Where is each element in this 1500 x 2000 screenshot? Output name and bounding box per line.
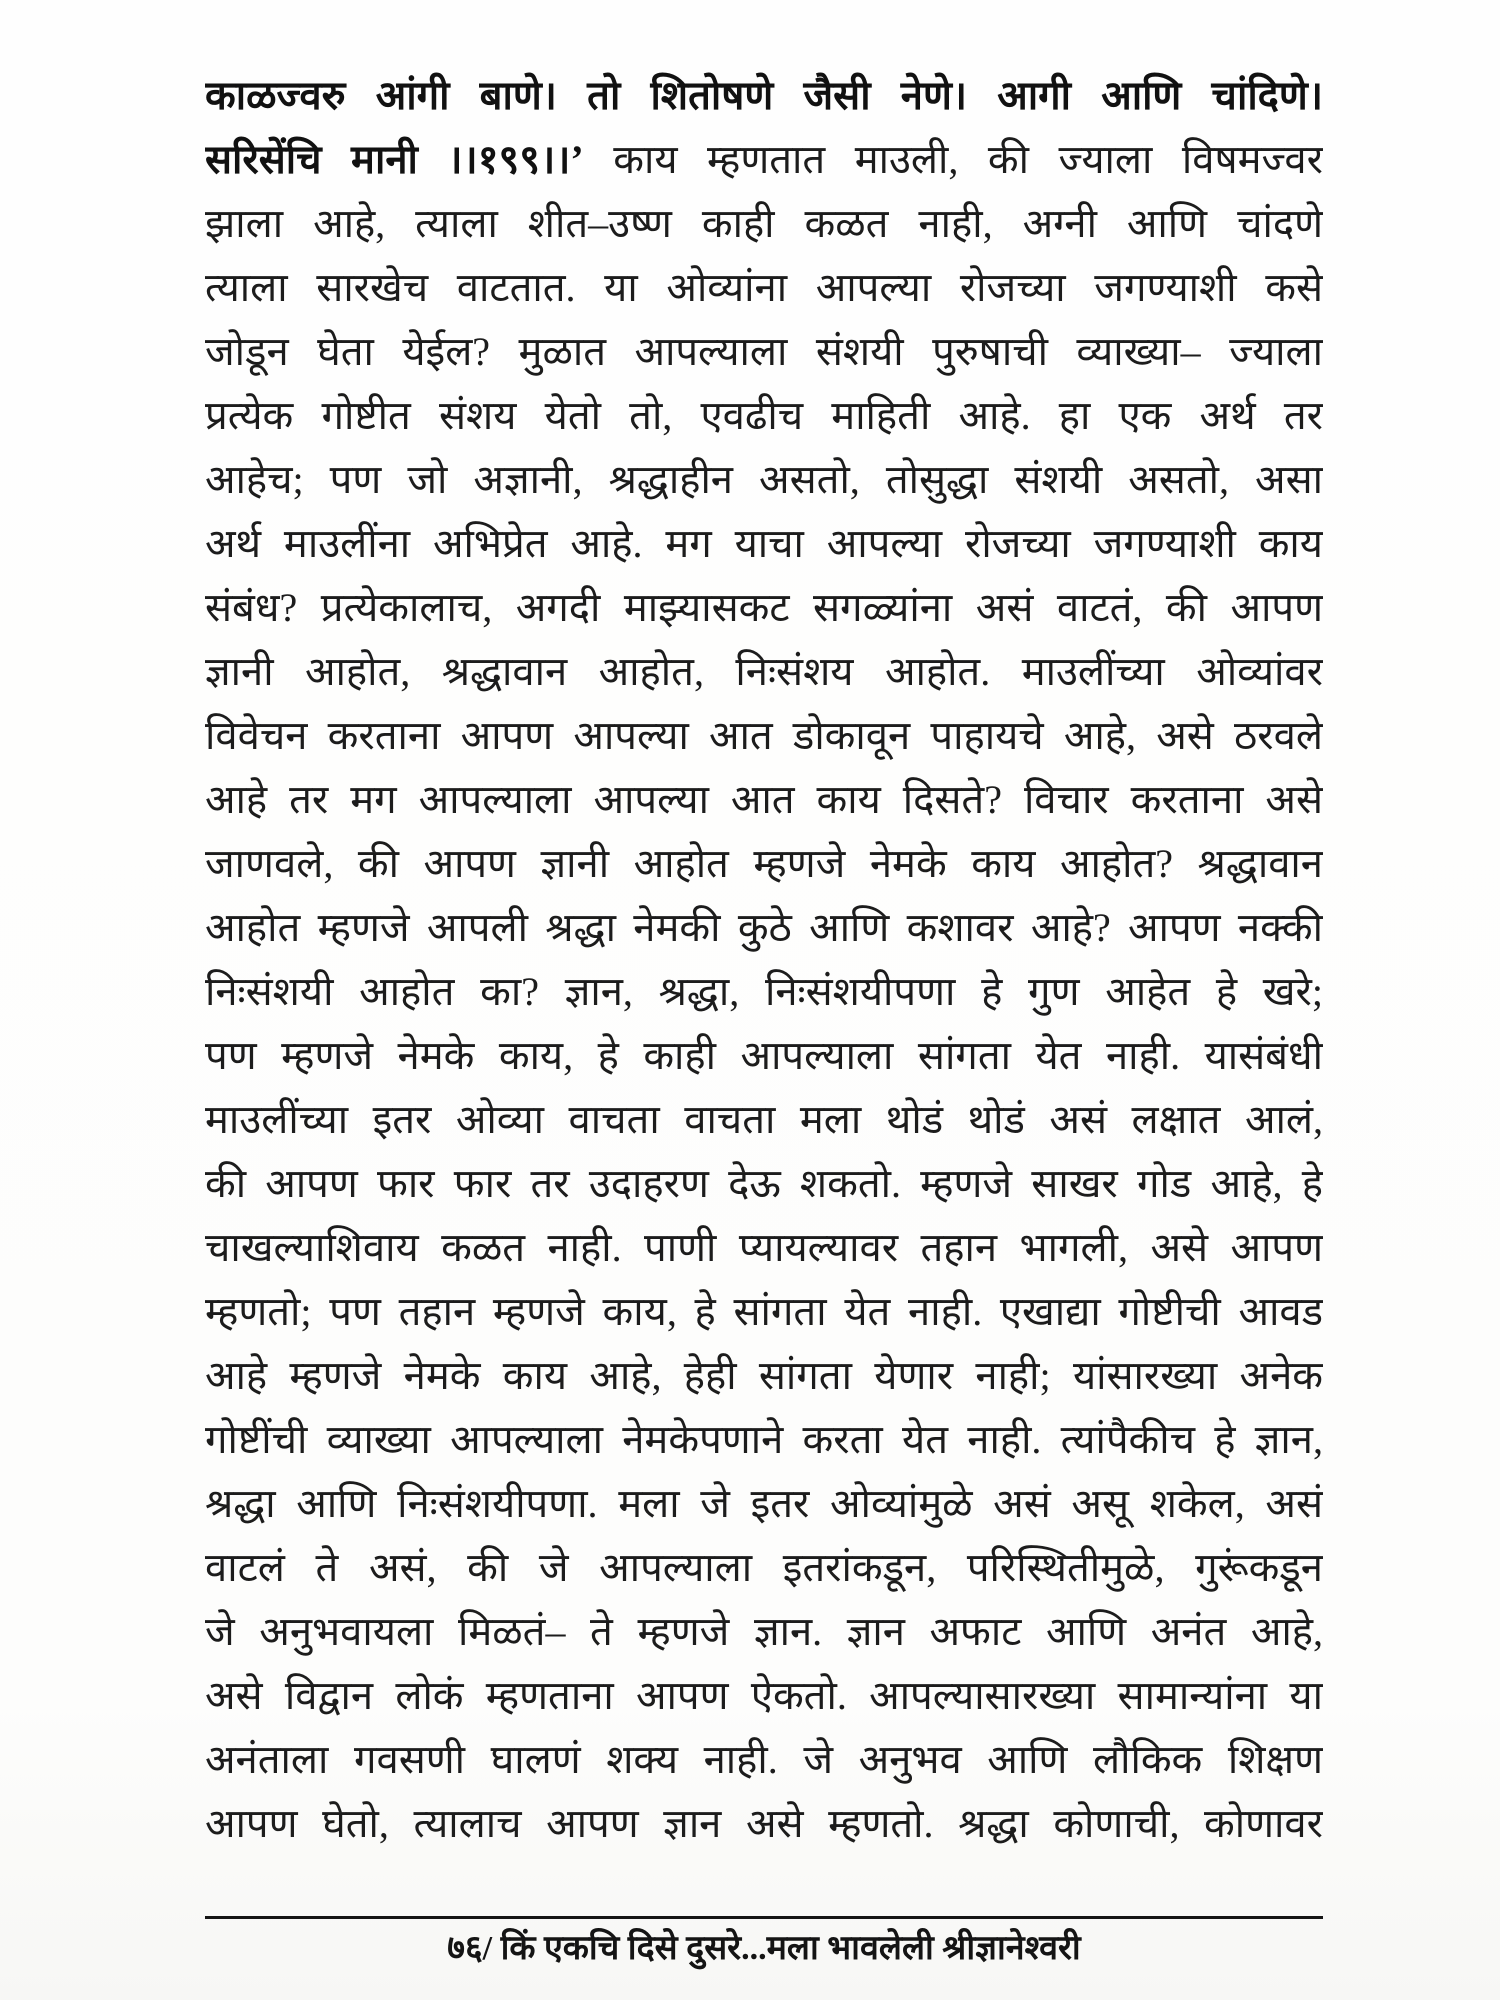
text-line	[205, 64, 1323, 128]
text-line	[205, 256, 1323, 320]
text-line	[205, 1280, 1323, 1344]
body-regular-text: माउलींच्या इतर ओव्या वाचता वाचता मला थोडं थोडं असं लक्षात आलं,	[205, 1097, 1323, 1142]
body-regular-text: आहोत म्हणजे आपली श्रद्धा नेमकी कुठे आणि कशावर आहे? आपण नक्की	[205, 905, 1323, 950]
text-line	[205, 1536, 1323, 1600]
text-line	[205, 1728, 1323, 1792]
text-line	[205, 1792, 1323, 1856]
body-regular-text: की आपण फार फार तर उदाहरण देऊ शकतो. म्हणजे साखर गोड आहे, हे	[205, 1161, 1323, 1206]
body-regular-text: श्रद्धा आणि निःसंशयीपणा. मला जे इतर ओव्यांमुळे असं असू शकेल, असं	[205, 1481, 1323, 1526]
text-line	[205, 1408, 1323, 1472]
body-regular-text: त्याला सारखेच वाटतात. या ओव्यांना आपल्या रोजच्या जगण्याशी कसे	[205, 265, 1323, 310]
body-regular-text: जोडून घेता येईल? मुळात आपल्याला संशयी पुरुषाची व्याख्या– ज्याला	[205, 329, 1323, 374]
body-regular-text: संबंध? प्रत्येकालाच, अगदी माझ्यासकट सगळ्यांना असं वाटतं, की आपण	[205, 585, 1323, 630]
text-line	[205, 448, 1323, 512]
body-text	[205, 64, 1323, 1856]
text-line	[205, 576, 1323, 640]
text-line	[205, 192, 1323, 256]
body-regular-text: जाणवले, की आपण ज्ञानी आहोत म्हणजे नेमके काय आहोत? श्रद्धावान	[205, 841, 1323, 886]
body-regular-text: जे अनुभवायला मिळतं– ते म्हणजे ज्ञान. ज्ञान अफाट आणि अनंत आहे,	[205, 1609, 1323, 1654]
body-regular-text: चाखल्याशिवाय कळत नाही. पाणी प्यायल्यावर तहान भागली, असे आपण	[205, 1225, 1323, 1270]
body-regular-text: गोष्टींची व्याख्या आपल्याला नेमकेपणाने करता येत नाही. त्यांपैकीच हे ज्ञान,	[205, 1417, 1323, 1462]
text-line	[205, 640, 1323, 704]
body-regular-text: झाला आहे, त्याला शीत–उष्ण काही कळत नाही, अग्नी आणि चांदणे	[205, 201, 1323, 246]
body-regular-text: आपण घेतो, त्यालाच आपण ज्ञान असे म्हणतो. श्रद्धा कोणाची, कोणावर	[205, 1801, 1323, 1846]
text-line	[205, 704, 1323, 768]
body-regular-text: म्हणतो; पण तहान म्हणजे काय, हे सांगता येत नाही. एखाद्या गोष्टीची आवड	[205, 1289, 1323, 1334]
body-regular-text: पण म्हणजे नेमके काय, हे काही आपल्याला सांगता येत नाही. यासंबंधी	[205, 1033, 1323, 1078]
body-regular-text: वाटलं ते असं, की जे आपल्याला इतरांकडून, परिस्थितीमुळे, गुरूंकडून	[205, 1545, 1323, 1590]
body-regular-text: काय म्हणतात माउली, की ज्याला विषमज्वर	[583, 137, 1323, 182]
text-line	[205, 960, 1323, 1024]
text-line	[205, 832, 1323, 896]
text-line	[205, 128, 1323, 192]
body-regular-text: आहे म्हणजे नेमके काय आहे, हेही सांगता येणार नाही; यांसारख्या अनेक	[205, 1353, 1323, 1398]
text-line	[205, 1472, 1323, 1536]
body-regular-text: आहेच; पण जो अज्ञानी, श्रद्धाहीन असतो, तोसुद्धा संशयी असतो, असा	[205, 457, 1323, 502]
text-line	[205, 1600, 1323, 1664]
text-line	[205, 1216, 1323, 1280]
text-line	[205, 1344, 1323, 1408]
body-regular-text: असे विद्वान लोकं म्हणताना आपण ऐकतो. आपल्यासारख्या सामान्यांना या	[205, 1673, 1323, 1718]
footer-rule	[205, 1916, 1323, 1919]
verse-bold-text: सरिसेंचि मानी ।।१९९।।’	[205, 137, 584, 182]
body-regular-text: विवेचन करताना आपण आपल्या आत डोकावून पाहायचे आहे, असे ठरवले	[205, 713, 1323, 758]
text-line	[205, 512, 1323, 576]
text-line	[205, 1088, 1323, 1152]
text-line	[205, 1024, 1323, 1088]
text-line	[205, 1664, 1323, 1728]
footer-text: ७६/ किं एकचि दिसे दुसरे...मला भावलेली श्रीज्ञानेश्वरी	[447, 1930, 1081, 1967]
text-line	[205, 768, 1323, 832]
page-footer	[205, 1916, 1323, 1971]
text-line	[205, 1152, 1323, 1216]
body-regular-text: अर्थ माउलींना अभिप्रेत आहे. मग याचा आपल्या रोजच्या जगण्याशी काय	[205, 521, 1323, 566]
text-line	[205, 320, 1323, 384]
text-line	[205, 384, 1323, 448]
body-regular-text: आहे तर मग आपल्याला आपल्या आत काय दिसते? विचार करताना असे	[205, 777, 1323, 822]
verse-bold-text: काळज्वरु आंगी बाणे। तो शितोषणे जैसी नेणे। आगी आणि चांदिणे।	[205, 73, 1323, 118]
body-regular-text: प्रत्येक गोष्टीत संशय येतो तो, एवढीच माहिती आहे. हा एक अर्थ तर	[205, 393, 1323, 438]
body-regular-text: निःसंशयी आहोत का? ज्ञान, श्रद्धा, निःसंशयीपणा हे गुण आहेत हे खरे;	[205, 969, 1323, 1014]
text-line	[205, 896, 1323, 960]
body-regular-text: ज्ञानी आहोत, श्रद्धावान आहोत, निःसंशय आहोत. माउलींच्या ओव्यांवर	[205, 649, 1323, 694]
body-regular-text: अनंताला गवसणी घालणं शक्य नाही. जे अनुभव आणि लौकिक शिक्षण	[205, 1737, 1323, 1782]
